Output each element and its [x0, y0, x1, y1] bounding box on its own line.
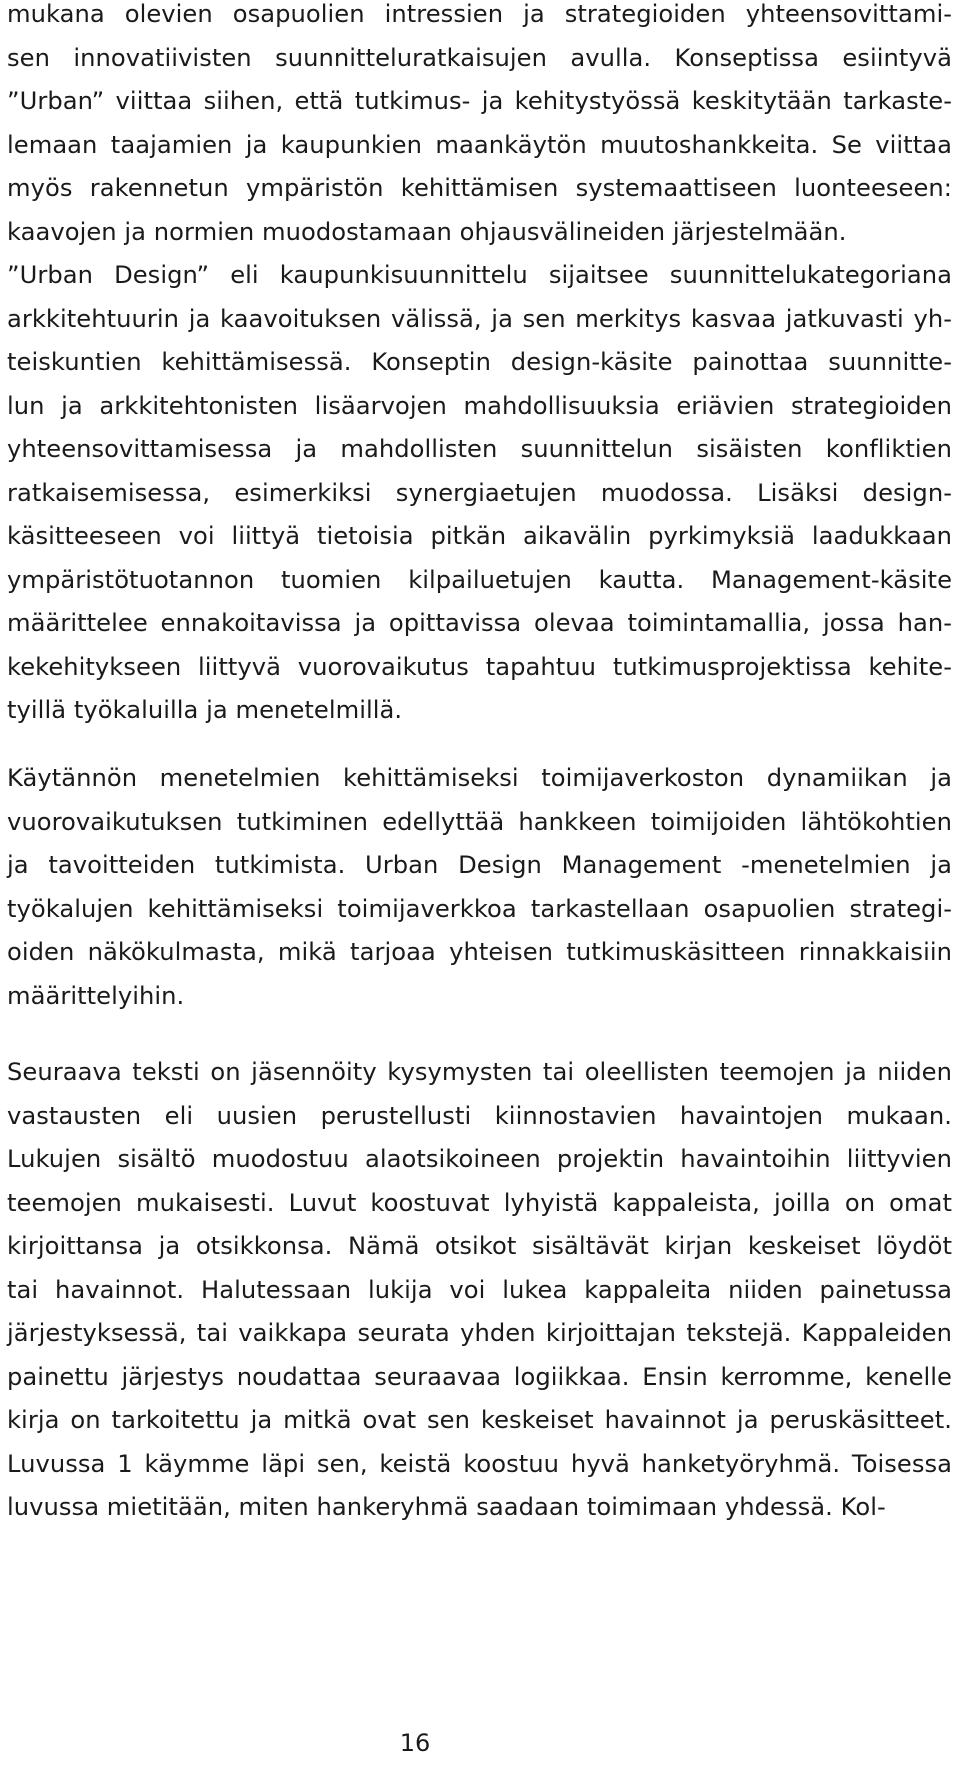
text-line: teiskuntien kehittämisessä. Konseptin design-käsite painottaa suunnitte-: [7, 348, 952, 376]
text-line: sen innovatiivisten suunnitteluratkaisujen avulla. Konseptissa esiintyvä: [7, 43, 952, 72]
text-line: kirja on tarkoitettu ja mitkä ovat sen keskeiset havainnot ja peruskäsitteet.: [7, 1406, 952, 1434]
text-line: kirjoittansa ja otsikkonsa. Nämä otsikot sisältävät kirjan keskeiset löydöt: [7, 1232, 952, 1260]
text-line: Lukujen sisältö muodostuu alaotsikoineen projektin havaintoihin liittyvien: [7, 1145, 952, 1173]
text-line: järjestyksessä, tai vaikkapa seurata yhden kirjoittajan tekstejä. Kappaleiden: [7, 1319, 952, 1347]
text-line: Luvussa 1 käymme läpi sen, keistä koostuu hyvä hanketyöryhmä. Toisessa: [7, 1449, 952, 1478]
text-line: luvussa mietitään, miten hankeryhmä saadaan toimimaan yhdessä. Kol-: [7, 1493, 886, 1521]
text-line: yhteensovittamisessa ja mahdollisten suunnittelun sisäisten konfliktien: [7, 435, 952, 463]
paragraph-2: [7, 757, 952, 1018]
text-line: määrittelee ennakoitavissa ja opittavissa olevaa toimintamallia, jossa han-: [7, 609, 952, 637]
text-line: myös rakennetun ympäristön kehittämisen systemaattiseen luonteeseen:: [7, 174, 952, 202]
text-line: työkalujen kehittämiseksi toimijaverkkoa tarkastellaan osapuolien strategi-: [7, 894, 952, 923]
text-line: käsitteeseen voi liittyä tietoisia pitkän aikavälin pyrkimyksiä laadukkaan: [7, 522, 952, 550]
text-line: kekehitykseen liittyvä vuorovaikutus tapahtuu tutkimusprojektissa kehite-: [7, 652, 952, 681]
text-line: Käytännön menetelmien kehittämiseksi toimijaverkoston dynamiikan ja: [7, 764, 952, 792]
text-line: mukana olevien osapuolien intressien ja strategioiden yhteensovittami-: [7, 0, 952, 28]
text-line: vuorovaikutuksen tutkiminen edellyttää hankkeen toimijoiden lähtökohtien: [7, 807, 952, 836]
text-line: oiden näkökulmasta, mikä tarjoaa yhteisen tutkimuskäsitteen rinnakkaisiin: [7, 938, 952, 966]
text-line: arkkitehtuurin ja kaavoituksen välissä, ja sen merkitys kasvaa jatkuvasti yh-: [7, 304, 952, 333]
text-line: Seuraava teksti on jäsennöity kysymysten tai oleellisten teemojen ja niiden: [7, 1058, 952, 1086]
text-line: tyillä työkaluilla ja menetelmillä.: [7, 696, 403, 724]
text-line: tai havainnot. Halutessaan lukija voi lukea kappaleita niiden painetussa: [7, 1275, 952, 1304]
text-line: lun ja arkkitehtonisten lisäarvojen mahdollisuuksia eriävien strategioiden: [7, 391, 952, 420]
text-line: ”Urban” viittaa siihen, että tutkimus- ja kehitystyössä keskitytään tarkaste-: [7, 87, 952, 115]
text-line: ja tavoitteiden tutkimista. Urban Design Management -menetelmien ja: [7, 851, 952, 879]
text-line: kaavojen ja normien muodostamaan ohjausvälineiden järjestelmään.: [7, 217, 847, 246]
text-line: vastausten eli uusien perustellusti kiinnostavien havaintojen mukaan.: [7, 1101, 952, 1130]
text-line: painettu järjestys noudattaa seuraavaa logiikkaa. Ensin kerromme, kenelle: [7, 1362, 952, 1391]
text-line: ratkaisemisessa, esimerkiksi synergiaetujen muodossa. Lisäksi design-: [7, 478, 952, 507]
page-number: 16: [399, 1729, 431, 1757]
text-line: ”Urban Design” eli kaupunkisuunnittelu sijaitsee suunnittelukategoriana: [7, 261, 952, 289]
paragraph-1: [7, 0, 952, 733]
text-line: määrittelyihin.: [7, 981, 185, 1010]
text-line: ympäristötuotannon tuomien kilpailuetujen kautta. Management-käsite: [7, 565, 952, 594]
paragraph-3: [7, 1051, 952, 1530]
text-line: lemaan taajamien ja kaupunkien maankäytön muutoshankkeita. Se viittaa: [7, 130, 952, 159]
text-line: teemojen mukaisesti. Luvut koostuvat lyhyistä kappaleista, joilla on omat: [7, 1188, 952, 1217]
